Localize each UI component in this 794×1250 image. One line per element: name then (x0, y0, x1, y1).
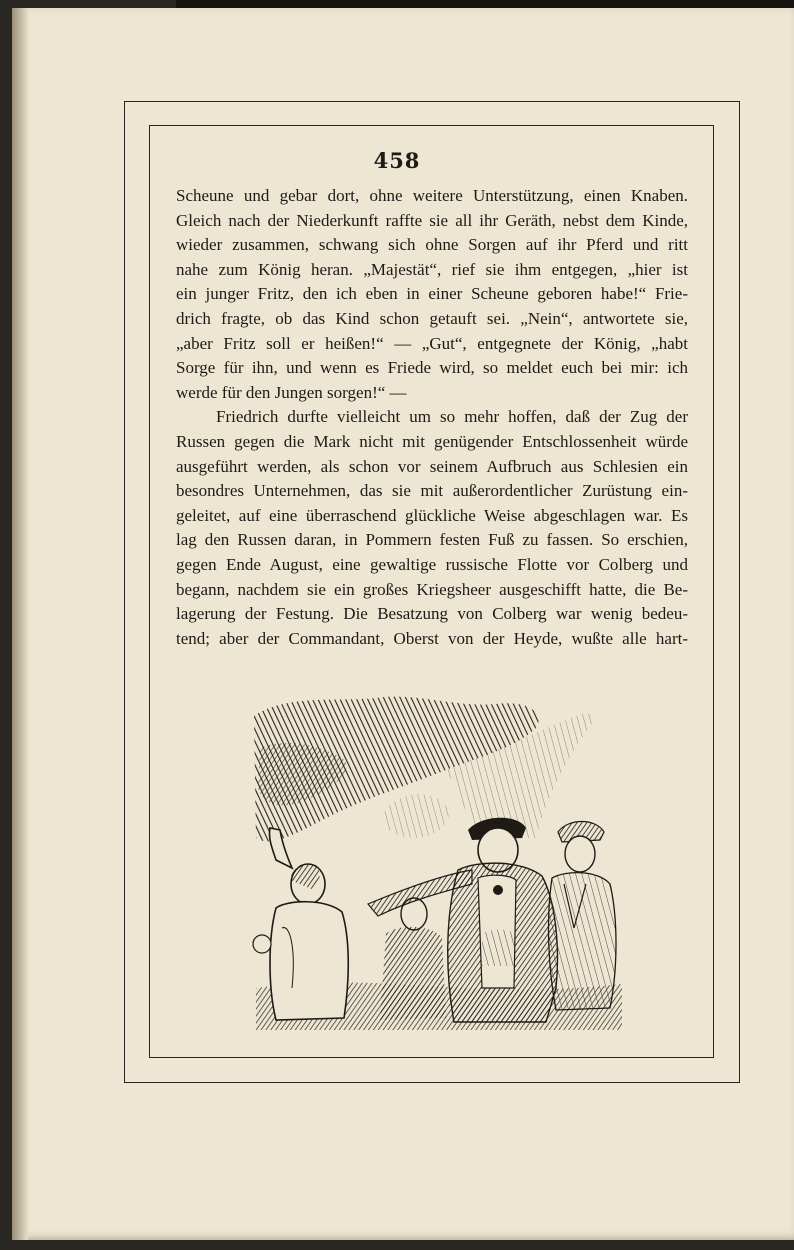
text-line: ein junger Fritz, den ich eben in einer Scheune geboren habe!“ Frie- (176, 284, 688, 304)
text-line: ausgeführt werden, als schon vor seinem Aufbruch aus Schlesien ein (176, 456, 688, 476)
text-line: drich fragte, ob das Kind schon getauft sei. „Nein“, antwortete sie, (176, 308, 688, 328)
text-line: lag den Russen daran, in Pommern festen Fuß zu fassen. So erschien, (176, 530, 688, 550)
text-line: nahe zum König heran. „Majestät“, rief sie ihm entgegen, „hier ist (176, 259, 688, 279)
engraving-illustration (246, 688, 626, 1030)
text-line: Sorge für ihn, und wenn es Friede wird, so meldet euch bei mir: ich (176, 358, 688, 378)
paragraph (176, 405, 688, 651)
text-line: Russen gegen die Mark nicht mit genügender Entschlossenheit würde (176, 431, 688, 451)
paragraph (176, 184, 688, 405)
text-line: wieder zusammen, schwang sich ohne Sorgen auf ihr Pferd und ritt (176, 235, 688, 255)
text-line: gegen Ende August, eine gewaltige russische Flotte vor Colberg und (176, 554, 688, 574)
text-line: Friedrich durfte vielleicht um so mehr hoffen, daß der Zug der (216, 407, 688, 427)
text-line: werde für den Jungen sorgen!“ — (176, 382, 407, 402)
text-line: besondres Unternehmen, das sie mit außerordentlicher Zurüstung ein- (176, 481, 688, 501)
text-line: Scheune und gebar dort, ohne weitere Unterstützung, einen Knaben. (176, 186, 688, 205)
text-line: „aber Fritz soll er heißen!“ — „Gut“, entgegnete der König, „habt (176, 333, 688, 353)
text-line: begann, nachdem sie ein großes Kriegsheer ausgeschifft hatte, die Be- (176, 579, 688, 599)
body-text (176, 184, 688, 651)
page-gutter-shadow (12, 8, 28, 1240)
text-line: Gleich nach der Niederkunft raffte sie all ihr Geräth, nebst dem Kinde, (176, 210, 688, 230)
text-line: tend; aber der Commandant, Oberst von der Heyde, wußte alle hart- (176, 628, 688, 648)
text-line: geleitet, auf eine überraschend glückliche Weise abgeschlagen war. Es (176, 505, 688, 525)
page-number: 458 (373, 148, 421, 173)
text-line: lagerung der Festung. Die Besatzung von Colberg war wenig bedeu- (176, 604, 688, 624)
